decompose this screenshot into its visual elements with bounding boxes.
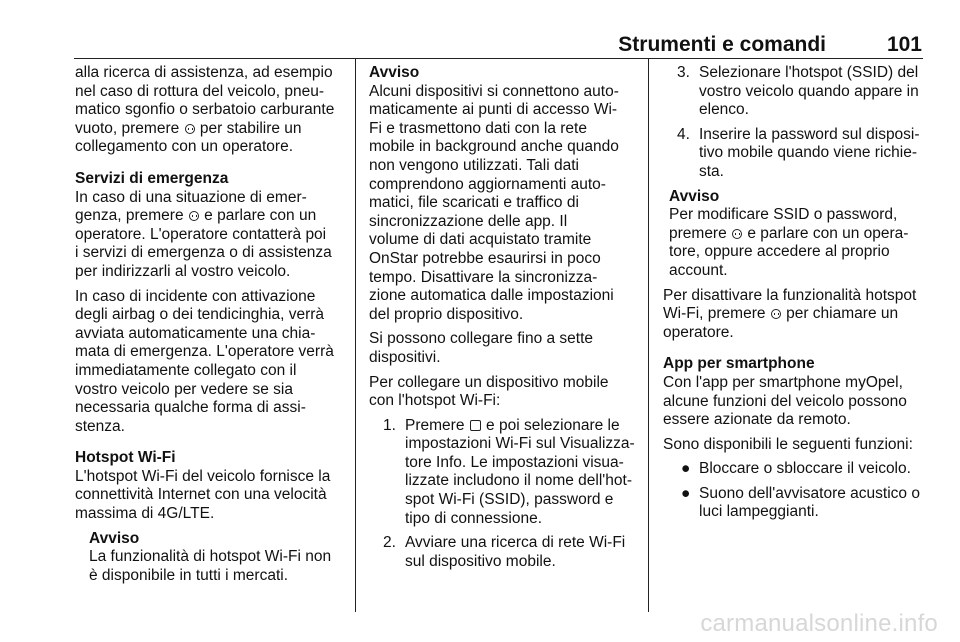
text-line: matico sgonfio o serbatoio carburante	[75, 101, 335, 119]
text-line	[669, 225, 941, 244]
text-fragment: e parlare con un opera-	[743, 224, 909, 242]
text-line: L'hotspot Wi-Fi del veicolo fornisce la	[75, 467, 331, 485]
column-divider-right	[648, 58, 649, 612]
note-box	[75, 530, 347, 586]
text-line: vostro veicolo quando appare in	[699, 82, 919, 100]
text-line: immediatamente collegato con il	[75, 361, 297, 379]
text-line: necessaria qualche forma di assi-	[75, 399, 306, 417]
text-line: per indirizzarli al vostro veicolo.	[75, 262, 291, 280]
text-line: operatore.	[663, 323, 734, 341]
connect-paragraph	[369, 374, 639, 411]
onstar-button-icon	[185, 124, 195, 134]
text-line: volume di dati acquistato tramite	[369, 231, 592, 249]
text-line: con l'hotspot Wi-Fi:	[369, 392, 501, 410]
disable-paragraph	[663, 287, 941, 343]
text-fragment: Inserire la password sul disposi-	[699, 125, 920, 143]
text-line: stenza.	[75, 417, 125, 435]
text-line: alcune funzioni del veicolo possono	[663, 392, 907, 410]
app-paragraph	[663, 374, 941, 430]
text-line: OnStar potrebbe esaurirsi in poco	[369, 249, 601, 267]
text-line: elenco.	[699, 101, 749, 119]
note-box	[369, 64, 639, 324]
crash-paragraph	[75, 288, 347, 437]
text-line: maticamente ai punti di accesso Wi-	[369, 101, 618, 119]
text-line: sta.	[699, 162, 724, 180]
list-item	[677, 460, 941, 479]
text-line: degli airbag o dei tendicinghia, verrà	[75, 306, 325, 324]
watermark: carmanualsonline.info	[700, 610, 938, 637]
text-line	[75, 207, 347, 226]
text-line: Con l'app per smartphone myOpel,	[663, 373, 903, 391]
text-line: del proprio dispositivo.	[369, 305, 524, 323]
text-line	[383, 417, 639, 436]
text-fragment: Wi-Fi, premere	[663, 305, 770, 323]
list-item	[383, 417, 639, 529]
text-line: tore Info. Le impostazioni visua-	[405, 453, 624, 471]
text-fragment: e poi selezionare le	[481, 416, 620, 434]
text-line: zione automatica dalle impostazioni	[369, 287, 614, 305]
text-fragment: Selezionare l'hotspot (SSID) del	[699, 64, 919, 81]
text-line: dispositivi.	[369, 348, 441, 366]
text-line	[663, 305, 941, 324]
text-fragment: genza, premere	[75, 207, 188, 225]
text-line: essere azionate da remoto.	[663, 411, 851, 429]
section-heading-hotspot: Hotspot Wi-Fi	[75, 449, 176, 467]
step-list	[369, 417, 639, 572]
info-button-icon	[470, 420, 481, 431]
text-line: luci lampeggianti.	[699, 503, 819, 521]
text-line: La funzionalità di hotspot Wi-Fi non	[89, 548, 332, 566]
text-line: avviata automaticamente una chia-	[75, 324, 316, 342]
step-list	[663, 64, 941, 182]
text-line: tipo di connessione.	[405, 509, 543, 527]
text-line: spot Wi-Fi (SSID), password e	[405, 491, 614, 509]
text-line: Per disattivare la funzionalità hotspot	[663, 286, 917, 304]
text-line: Fi e trasmettono dati con la rete	[369, 119, 587, 137]
text-line: mata di emergenza. L'operatore verrà	[75, 343, 334, 361]
list-marker: 2.	[383, 534, 396, 552]
text-fragment: per stabilire un	[195, 119, 302, 137]
text-fragment: Suono dell'avvisatore acustico o	[699, 484, 920, 502]
onstar-button-icon	[771, 309, 781, 319]
text-line: alla ricerca di assistenza, ad esempio	[75, 64, 333, 81]
text-line: i servizi di emergenza o di assistenza	[75, 244, 332, 262]
bullet-marker: ●	[681, 460, 691, 478]
section-heading-app: App per smartphone	[663, 355, 815, 373]
text-line: connettività Internet con una velocità	[75, 486, 327, 504]
text-line: comprendono aggiornamenti auto-	[369, 175, 606, 193]
note-box	[663, 188, 941, 281]
text-line: matici, file scaricati e traffico di	[369, 194, 579, 212]
text-fragment: Avviare una ricerca di rete Wi-Fi	[405, 534, 626, 552]
text-line: sincronizzazione delle app. Il	[369, 212, 568, 230]
column-3	[663, 64, 941, 522]
text-line: account.	[669, 261, 728, 279]
text-fragment: Bloccare o sbloccare il veicolo.	[699, 460, 911, 478]
text-line: tempo. Disattivare la sincronizza-	[369, 268, 598, 286]
text-line: massima di 4G/LTE.	[75, 505, 215, 523]
text-fragment: Premere	[405, 416, 469, 434]
text-fragment: vuoto, premere	[75, 119, 184, 137]
list-marker: 1.	[383, 416, 396, 434]
intro-paragraph	[75, 64, 347, 157]
text-line: nel caso di rottura del veicolo, pneu-	[75, 82, 325, 100]
section-heading-emergency: Servizi di emergenza	[75, 169, 229, 187]
text-line	[677, 485, 941, 504]
text-line: mobile in background anche quando	[369, 138, 619, 156]
header-rule	[74, 58, 923, 59]
text-line: tore, oppure accedere al proprio	[669, 243, 890, 261]
text-line	[75, 120, 347, 139]
functions-paragraph	[663, 436, 941, 455]
bullet-marker: ●	[681, 484, 691, 502]
note-heading: Avviso	[369, 64, 420, 81]
header-title: Strumenti e comandi	[618, 33, 826, 56]
column-2	[369, 64, 639, 571]
text-line: non vengono utilizzati. Tali dati	[369, 156, 579, 174]
list-item	[677, 485, 941, 522]
text-line: sul dispositivo mobile.	[405, 552, 556, 570]
text-line	[677, 460, 941, 479]
text-line	[383, 534, 639, 553]
list-marker: 4.	[677, 125, 690, 143]
text-line	[677, 64, 941, 83]
text-line: Alcuni dispositivi si connettono auto-	[369, 82, 619, 100]
page-number: 101	[886, 33, 922, 56]
text-line: Per collegare un dispositivo mobile	[369, 373, 609, 391]
list-item	[677, 126, 941, 182]
text-line: In caso di incidente con attivazione	[75, 287, 316, 305]
text-line: vostro veicolo per vedere se sia	[75, 380, 293, 398]
text-line: Per modificare SSID o password,	[669, 206, 898, 224]
text-line: tivo mobile quando viene richie-	[699, 144, 917, 162]
text-line	[677, 126, 941, 145]
text-line: collegamento con un operatore.	[75, 138, 294, 156]
text-fragment: per chiamare un	[781, 305, 899, 323]
list-marker: 3.	[677, 64, 690, 81]
column-divider-left	[355, 58, 356, 612]
column-1	[75, 64, 347, 585]
text-line: Sono disponibili le seguenti funzioni:	[663, 435, 913, 453]
text-line: lizzate includono il nome dell'hot-	[405, 472, 632, 490]
list-item	[383, 534, 639, 571]
hotspot-paragraph	[75, 468, 347, 524]
list-item	[677, 64, 941, 120]
onstar-button-icon	[732, 229, 742, 239]
note-heading: Avviso	[669, 187, 720, 205]
emergency-button-icon	[189, 211, 199, 221]
devices-paragraph	[369, 330, 639, 367]
text-line: Si possono collegare fino a sette	[369, 330, 594, 348]
text-fragment: premere	[669, 224, 732, 242]
text-line: In caso di una situazione di emer-	[75, 188, 307, 206]
bullet-list	[663, 460, 941, 522]
text-line: operatore. L'operatore contatterà poi	[75, 225, 327, 243]
text-fragment: e parlare con un	[199, 207, 317, 225]
emergency-paragraph	[75, 189, 347, 282]
note-heading: Avviso	[89, 529, 140, 547]
text-line: è disponibile in tutti i mercati.	[89, 566, 289, 584]
text-line: impostazioni Wi-Fi sul Visualizza-	[405, 435, 635, 453]
